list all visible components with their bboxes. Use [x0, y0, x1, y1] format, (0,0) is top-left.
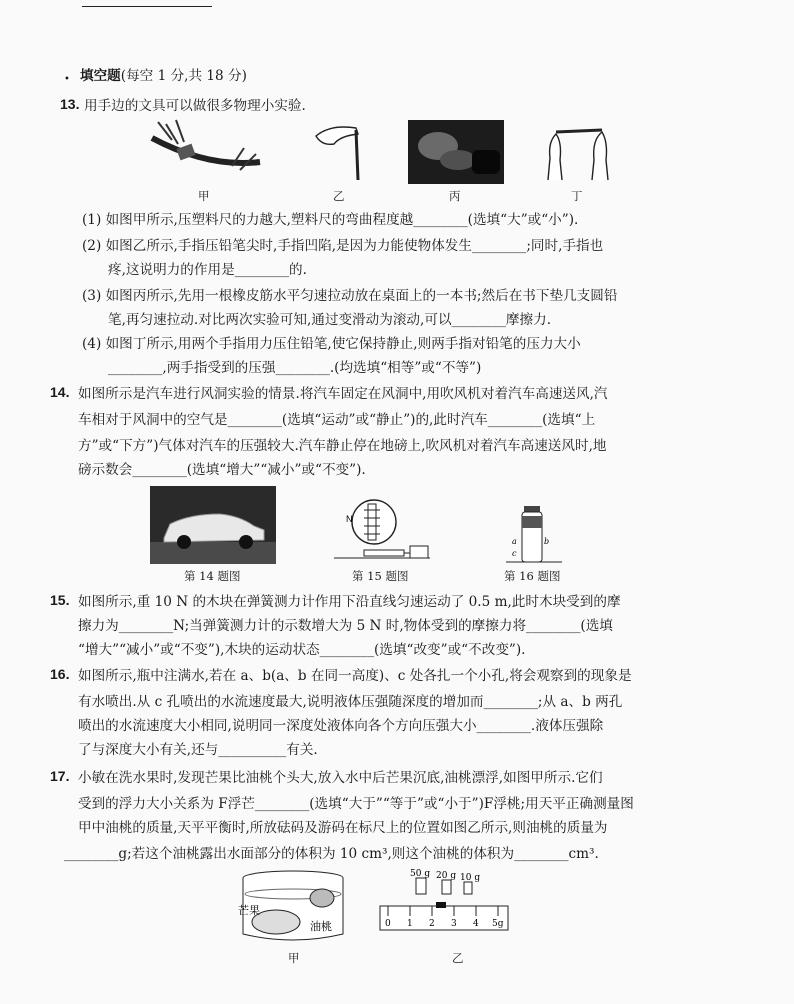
section-points: (每空 1 分,共 18 分) [120, 68, 247, 84]
bullet-mark: • [64, 74, 70, 85]
q17-line2: 受到的浮力大小关系为 F浮芒________(选填“大于”“等于”或“小于”)F浮桃;用天平正确测量图 [78, 796, 634, 812]
fig16-label-b: b [544, 537, 550, 546]
q13-part3-line1: (3) 如图丙所示,先用一根橡皮筋水平匀速拉动放在桌面上的一本书;然后在书下垫几支圆铅 [82, 288, 618, 304]
q13-number: 13. [60, 96, 80, 112]
tick-5g: 5g [492, 919, 504, 929]
q17-caption-yi: 乙 [452, 951, 464, 965]
q15-line3: “增大”“减小”或“不变”),木块的运动状态________(选填“改变”或“不改变”). [78, 642, 526, 658]
q15-line2: 擦力为________N;当弹簧测力计的示数增大为 5 N 时,物体受到的摩擦力将________(选填 [78, 618, 613, 634]
q13-caption-yi: 乙 [333, 189, 345, 203]
figure-16-bottle [506, 504, 566, 566]
q17-line1: 小敏在洗水果时,发现芒果比油桃个头大,放入水中后芒果沉底,油桃漂浮,如图甲所示.它们 [78, 770, 603, 786]
tick-4: 4 [473, 919, 479, 929]
q14-line1: 如图所示是汽车进行风洞实验的情景.将汽车固定在风洞中,用吹风机对着汽车高速送风,汽 [78, 386, 608, 402]
weight-50g: 50 g [410, 869, 431, 879]
q16-line4: 了与深度大小有关,还与__________有关. [78, 742, 318, 758]
top-rule [82, 6, 212, 7]
q13-part3-line2: 笔,再匀速拉动.对比两次实验可知,通过变滑动为滚动,可以________摩擦力. [108, 312, 552, 328]
q15-number: 15. [50, 592, 70, 608]
section-heading [80, 66, 247, 86]
figure-17-yi-balance-scale [378, 868, 512, 932]
q17-line3: 甲中油桃的质量,天平平衡时,所放砝码及游码在标尺上的位置如图乙所示,则油桃的质量为 [78, 820, 608, 836]
q13-part4-line1: (4) 如图丁所示,用两个手指用力压住铅笔,使它保持静止,则两手指对铅笔的压力大小 [82, 336, 581, 352]
figure-ding-fingers [542, 120, 612, 182]
q16-number: 16. [50, 666, 70, 682]
q13-stem: 用手边的文具可以做很多物理小实验. [84, 98, 306, 114]
tick-1: 1 [407, 919, 413, 929]
tick-3: 3 [451, 919, 457, 929]
q16-line2: 有水喷出.从 c 孔喷出的水流速度最大,说明液体压强随深度的增加而________;从 a、b 两孔 [78, 694, 623, 710]
fig17-label-mango: 芒果 [238, 904, 260, 917]
weight-20g: 20 g [436, 871, 457, 881]
fig15-unit-label: N [346, 514, 353, 524]
figure-yi-pencil [310, 120, 372, 182]
q17-number: 17. [50, 768, 70, 784]
q17-caption-jia: 甲 [288, 951, 300, 965]
q13-part2-line1: (2) 如图乙所示,手指压铅笔尖时,手指凹陷,是因为力能使物体发生________;同时,手指也 [82, 238, 604, 254]
figure-14-wind-tunnel-car [150, 486, 276, 564]
figure-15-spring-scale [330, 496, 434, 564]
fig17-label-peach: 油桃 [310, 920, 332, 933]
q14-line2: 车相对于风洞中的空气是________(选填“运动”或“静止”)的,此时汽车________(选填“上 [78, 412, 596, 428]
q16-line1: 如图所示,瓶中注满水,若在 a、b(a、b 在同一高度)、c 处各扎一个小孔,将会观察到的现象是 [78, 668, 632, 684]
q13-part1-line1: (1) 如图甲所示,压塑料尺的力越大,塑料尺的弯曲程度越________(选填“大”或“小”). [82, 212, 579, 228]
q14-line3: 方”或“下方”)气体对汽车的压强较大.汽车静止停在地磅上,吹风机对着汽车高速送风时,地 [78, 438, 607, 454]
fig16-label-c: c [512, 549, 517, 558]
tick-0: 0 [385, 919, 391, 929]
fig16-label-a: a [512, 537, 517, 546]
q13-part2-line2: 疼,这说明力的作用是________的. [108, 262, 307, 278]
figure-bing-book [408, 120, 504, 184]
q13-caption-jia: 甲 [198, 189, 210, 203]
caption-fig15: 第 15 题图 [352, 569, 409, 583]
section-title: 填空题 [80, 68, 121, 84]
q13-part4-line2: ________,两手指受到的压强________.(均选填“相等”或“不等”) [108, 360, 482, 376]
caption-fig16: 第 16 题图 [504, 569, 561, 583]
q14-line4: 磅示数会________(选填“增大”“减小”或“不变”). [78, 462, 366, 478]
q17-line4: ________g;若这个油桃露出水面部分的体积为 10 cm³,则这个油桃的体积为________cm³. [64, 846, 599, 862]
q14-number: 14. [50, 384, 70, 400]
figure-17-jia-fruit-beaker [236, 868, 350, 948]
q15-line1: 如图所示,重 10 N 的木块在弹簧测力计作用下沿直线匀速运动了 0.5 m,此时木块受到的摩 [78, 594, 621, 610]
weight-10g: 10 g [460, 873, 481, 883]
caption-fig14: 第 14 题图 [184, 569, 241, 583]
q13-caption-ding: 丁 [571, 189, 583, 203]
figure-jia-ruler [148, 118, 266, 184]
q13-caption-bing: 丙 [449, 189, 461, 203]
q16-line3: 喷出的水流速度大小相同,说明同一深度处液体向各个方向压强大小________.液体压强除 [78, 718, 604, 734]
tick-2: 2 [429, 919, 435, 929]
